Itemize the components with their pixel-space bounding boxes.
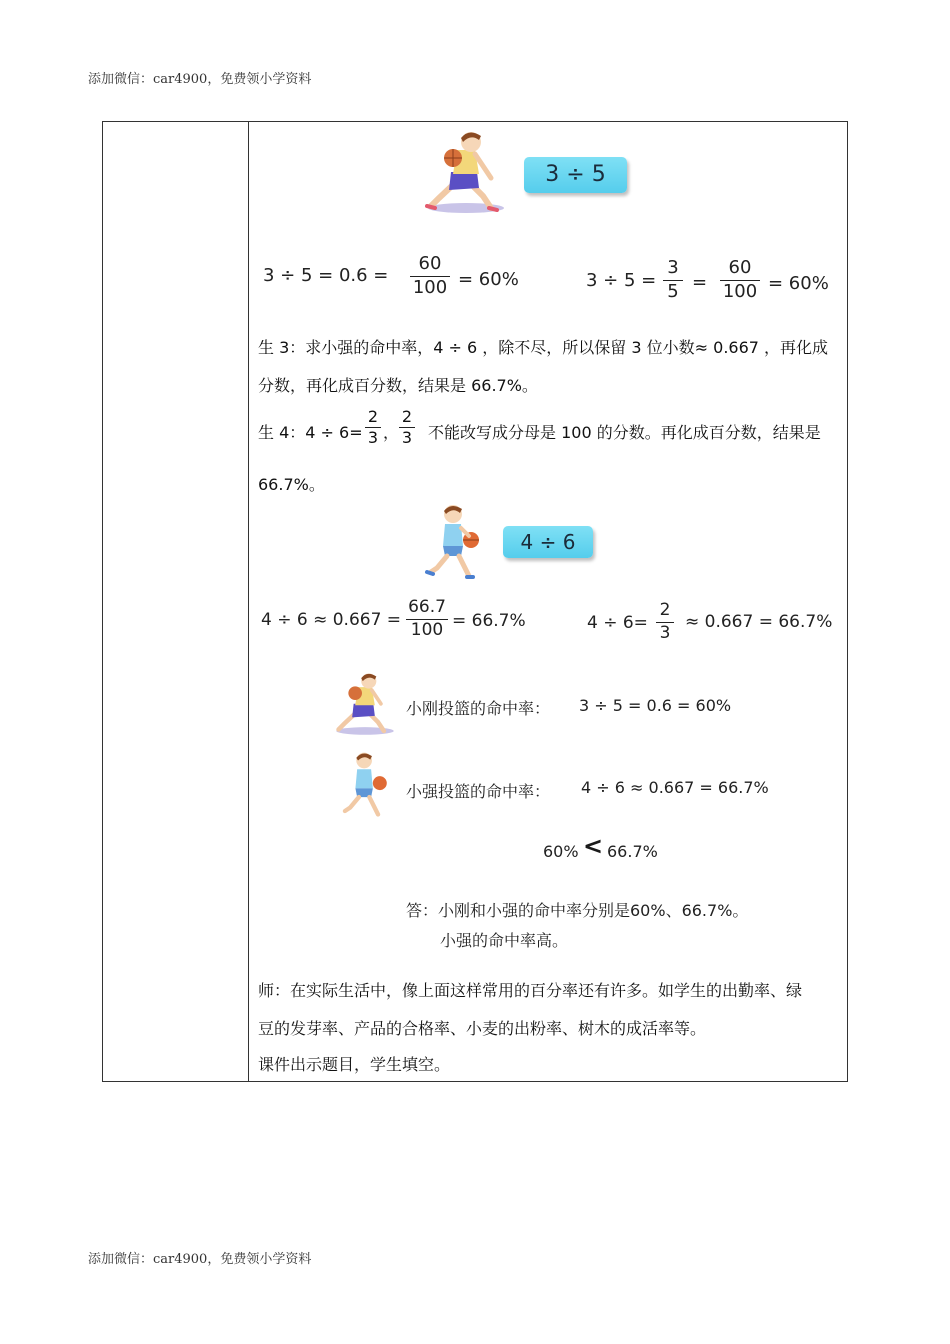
teacher-line1: 师：在实际生活中，像上面这样常用的百分率还有许多。如学生的出勤率、绿: [258, 981, 803, 1000]
equation-b-fraction-2: [720, 258, 760, 302]
fraction-denominator: 3: [659, 622, 671, 643]
equation-a-lhs: 3 ÷ 5 = 0.6 =: [263, 265, 389, 286]
equation-d-fraction: [656, 601, 674, 643]
xiaoqiang-rate-equation: 4 ÷ 6 ≈ 0.667 = 66.7%: [581, 778, 769, 797]
compare-sign: <: [583, 832, 604, 860]
student4-comma: ，: [383, 423, 400, 442]
equation-b-equals: =: [692, 272, 708, 293]
equation-d-rhs: ≈ 0.667 = 66.7%: [685, 612, 833, 632]
fraction-numerator: 2: [367, 407, 379, 426]
teacher-line2: 豆的发芽率、产品的合格率、小麦的出粉率、树木的成活率等。: [258, 1019, 707, 1038]
student4-suffix: 不能改写成分母是 100 的分数。再化成百分数，结果是: [428, 423, 821, 442]
student3-line1: 生 3：求小强的命中率，4 ÷ 6 ，除不尽，所以保留 3 位小数≈ 0.667 ，再化成: [258, 338, 829, 357]
xiaogang-rate-label: 小刚投篮的命中率：: [406, 699, 551, 718]
compare-left: 60%: [543, 842, 579, 861]
fraction-denominator: 100: [412, 276, 448, 298]
fraction-numerator: 66.7: [408, 597, 446, 617]
equation-b-fraction-1: [663, 258, 683, 302]
fraction-denominator: 100: [410, 619, 444, 640]
xiaoqiang-rate-label: 小强投篮的命中率：: [406, 782, 551, 801]
column-divider: [248, 122, 249, 1081]
equation-c-fraction: [406, 598, 448, 640]
equation-c-lhs: 4 ÷ 6 ≈ 0.667 =: [261, 610, 402, 630]
student4-fraction-1: [365, 408, 381, 448]
xiaogang-rate-equation: 3 ÷ 5 = 0.6 = 60%: [579, 696, 732, 715]
equation-b-lhs: 3 ÷ 5 =: [586, 270, 657, 291]
page-header: 添加微信：car4900，免费领小学资料: [88, 72, 312, 87]
page-footer: 添加微信：car4900，免费领小学资料: [88, 1252, 312, 1267]
equation-a-fraction: [410, 254, 450, 298]
equation-c-rhs: = 66.7%: [452, 611, 526, 631]
boy-running-illustration-2: [423, 502, 485, 580]
division-badge-3-5: 3 ÷ 5: [524, 157, 627, 193]
equation-b-rhs: = 60%: [768, 273, 829, 294]
equation-d-lhs: 4 ÷ 6=: [587, 613, 648, 633]
fraction-numerator: 60: [728, 257, 752, 278]
boy-dribbling-illustration-3: [331, 669, 399, 737]
student4-fraction-2: [399, 408, 415, 448]
teacher-line3: 课件出示题目，学生填空。: [258, 1055, 451, 1074]
fraction-numerator: 2: [401, 407, 413, 426]
fraction-numerator: 60: [418, 253, 442, 274]
compare-right: 66.7%: [607, 842, 658, 861]
division-badge-4-6: 4 ÷ 6: [503, 526, 593, 558]
student4-prefix: 生 4：4 ÷ 6=: [258, 423, 363, 442]
fraction-denominator: 5: [667, 280, 679, 302]
fraction-numerator: 2: [659, 600, 671, 620]
equation-a-rhs: = 60%: [458, 269, 519, 290]
fraction-denominator: 3: [401, 428, 413, 448]
boy-dribbling-illustration-1: [421, 128, 511, 214]
fraction-denominator: 3: [367, 428, 379, 448]
fraction-numerator: 3: [667, 257, 679, 278]
fraction-denominator: 100: [722, 280, 758, 302]
student4-line2: 66.7%。: [258, 475, 325, 494]
answer-line2: 小强的命中率高。: [440, 931, 569, 950]
answer-line1: 答：小刚和小强的命中率分别是60%、66.7%。: [406, 901, 749, 920]
student3-line2: 分数，再化成百分数，结果是 66.7%。: [258, 376, 538, 395]
boy-running-illustration-4: [338, 749, 392, 819]
lesson-table: [102, 121, 848, 1082]
